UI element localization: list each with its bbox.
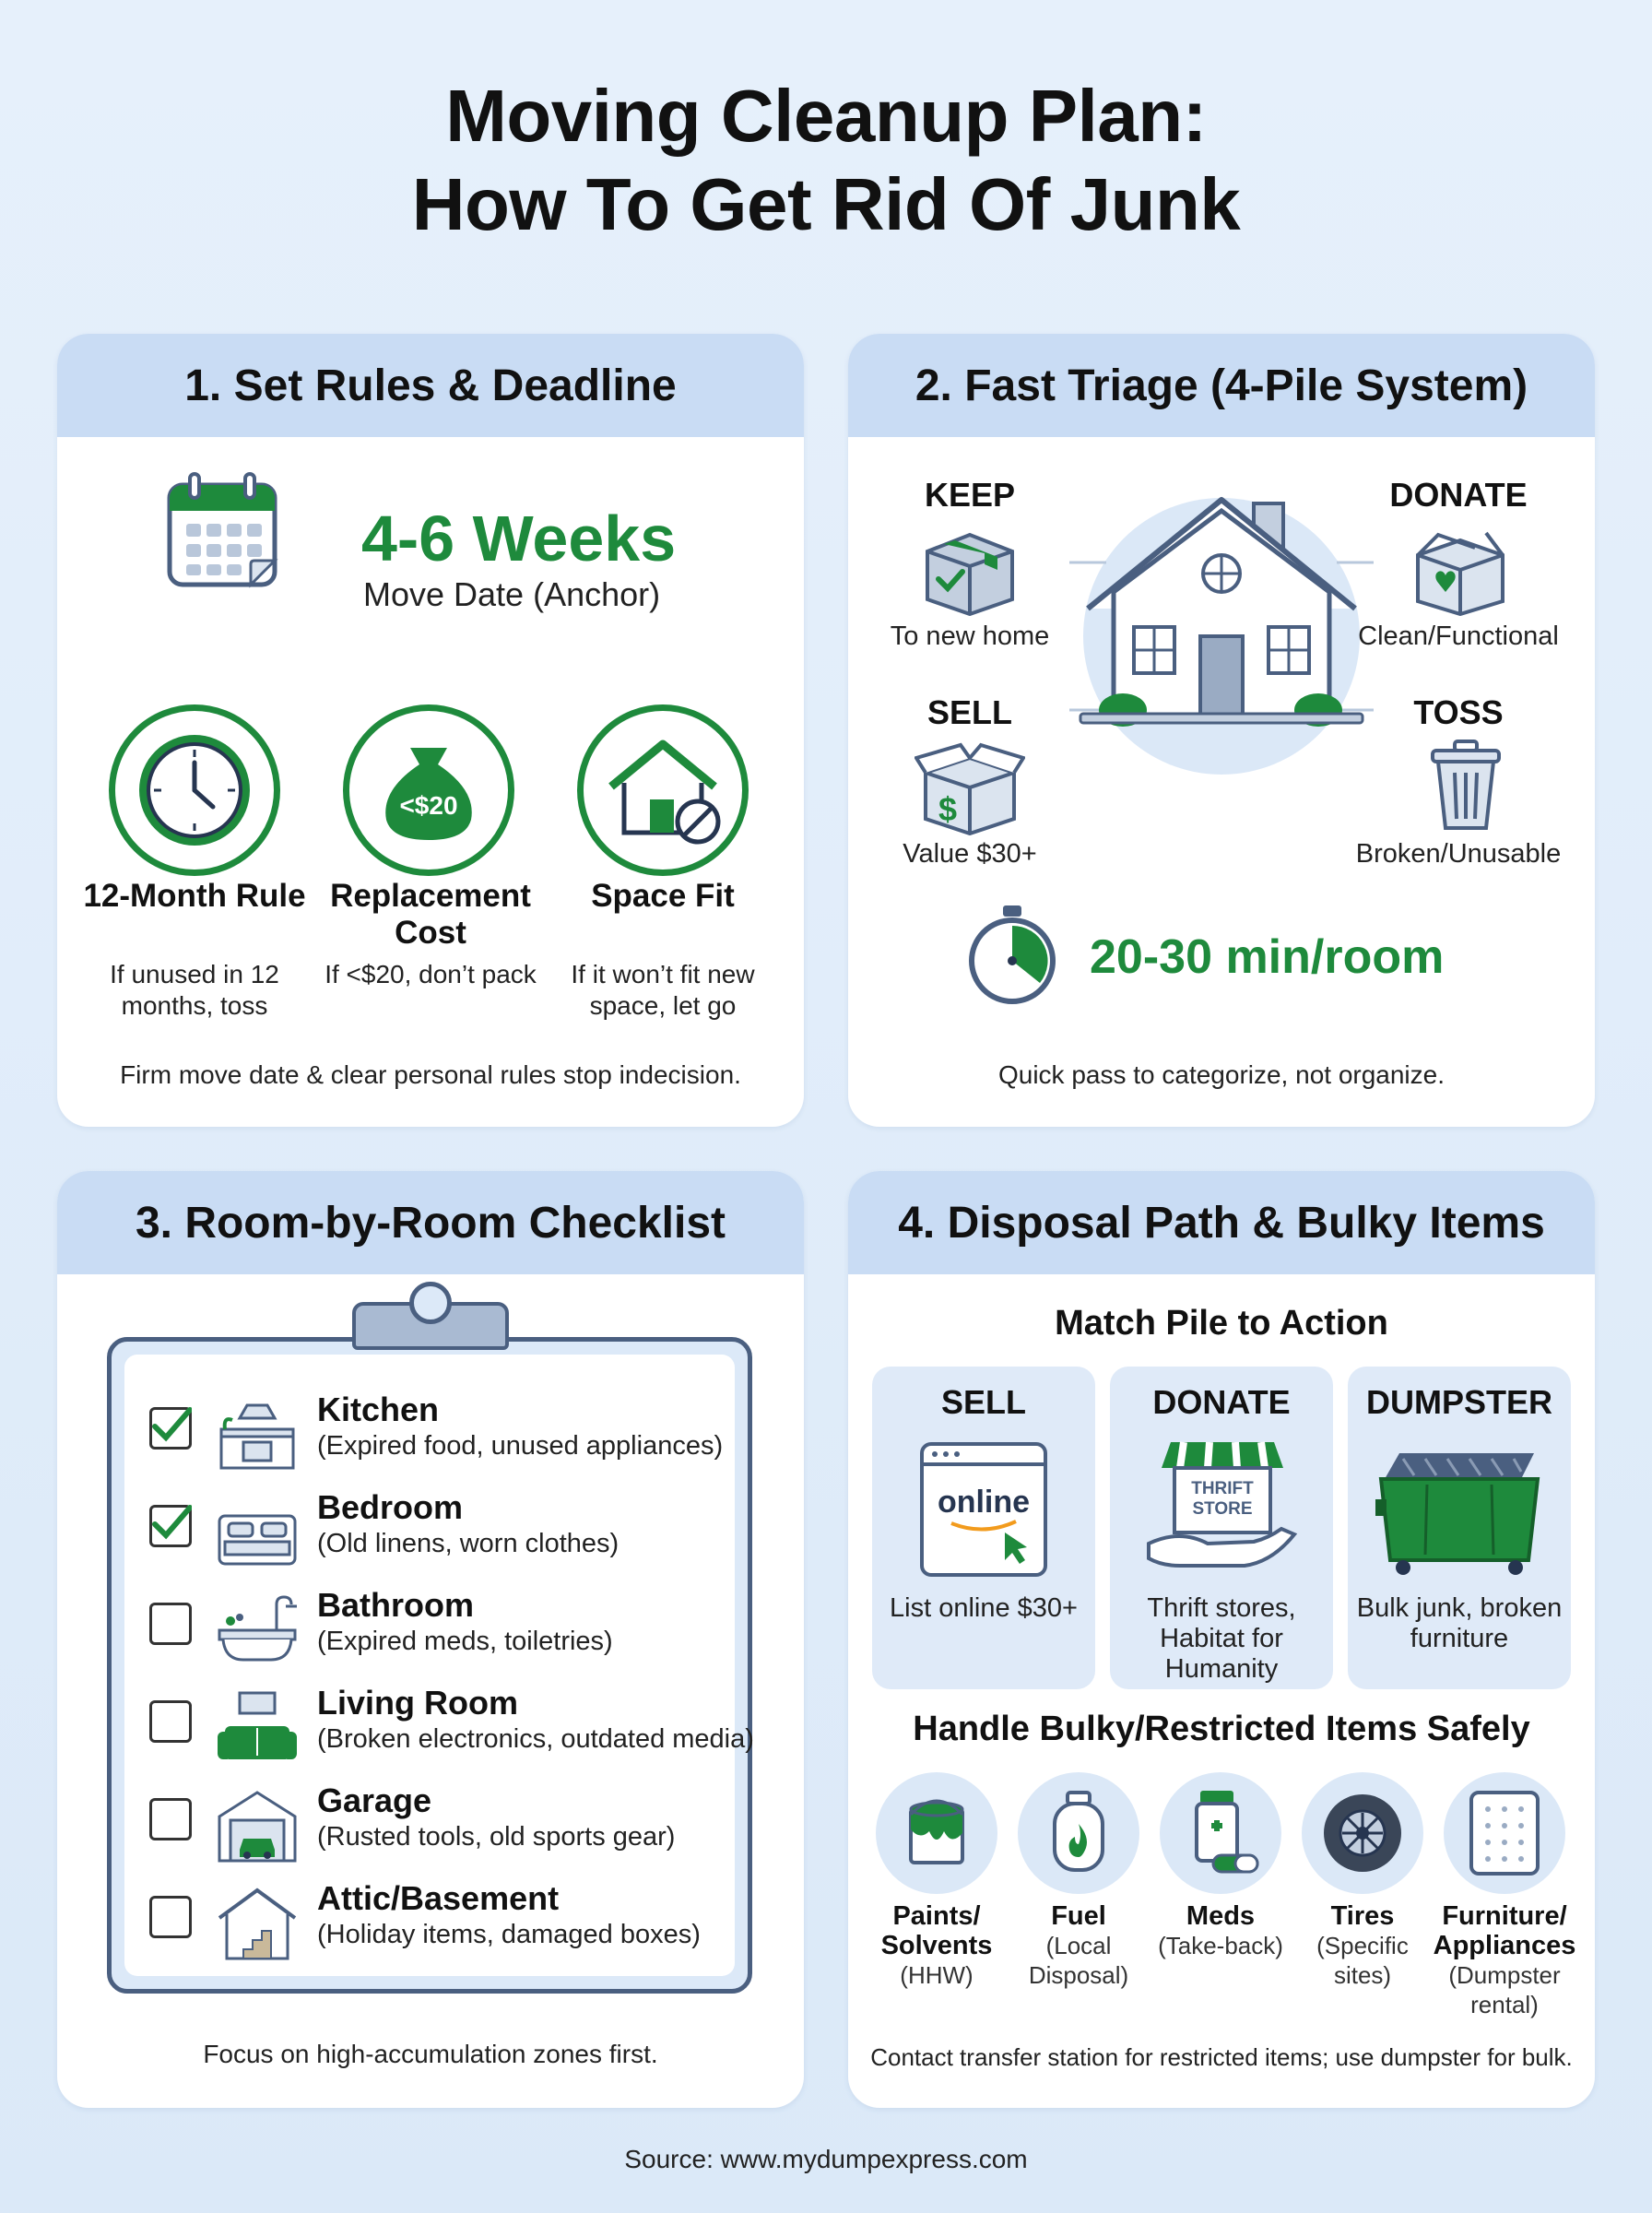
checkmark-icon [149,1500,192,1543]
paint-can-icon [876,1772,997,1894]
card-header: 4. Disposal Path & Bulky Items [848,1171,1595,1274]
room-sub: (Holiday items, damaged boxes) [317,1920,701,1949]
card-note: Quick pass to categorize, not organize. [997,1060,1446,1089]
medicine-icon [1160,1772,1281,1894]
checklist-item-garage[interactable] [149,1781,739,1864]
house-icon [1069,489,1374,775]
room-title: Living Room [317,1684,518,1722]
checkbox[interactable] [149,1603,192,1645]
rule-desc: If unused in 12 months, toss [110,960,279,1020]
title-line-1: Moving Cleanup Plan: [445,75,1207,157]
bulky-name: Fuel [1051,1901,1106,1931]
trash-can-icon [1429,740,1503,832]
checkbox[interactable] [149,1407,192,1450]
option-title: DONATE [1152,1383,1291,1421]
bulky-name: Meds [1186,1901,1256,1931]
tire-icon [1302,1772,1423,1894]
room-sub: (Expired meds, toiletries) [317,1627,613,1656]
option-desc: Bulk junk, broken furniture [1356,1593,1563,1653]
clock-icon [109,704,280,876]
pile-keep-label: KEEP [924,476,1016,514]
bulky-item-paints [863,1901,1010,1990]
garage-icon [216,1789,299,1863]
option-sell [872,1367,1095,1689]
svg-text:STORE: STORE [1192,1499,1253,1519]
bulky-detail: (Local Disposal) [1028,1932,1129,1989]
pile-donate-label: DONATE [1389,476,1528,514]
checkbox[interactable] [149,1505,192,1547]
clipboard-ring [409,1282,452,1324]
card-note: Contact transfer station for restricted items; use dumpster for bulk. [870,2043,1573,2071]
checklist-item-bedroom[interactable] [149,1488,739,1571]
pile-sell-label: SELL [926,693,1012,731]
bathtub-icon [216,1593,299,1667]
room-sub: (Old linens, worn clothes) [317,1529,620,1558]
bulky-name: Paints/ Solvents [880,1901,993,1960]
card-disposal-path [848,1171,1595,2108]
money-badge: <$20 [399,791,458,820]
room-title: Bedroom [317,1488,464,1526]
bulky-item-meds [1147,1901,1294,1960]
box-dollar-icon [914,740,1025,835]
bulky-name: Tires [1330,1901,1395,1931]
card-set-rules [57,334,804,1127]
calendar-icon [166,472,281,590]
room-sub: (Broken electronics, outdated media) [317,1724,754,1754]
page-title [0,72,1652,249]
bulky-item-fuel [1005,1901,1152,1990]
dumpster-icon [1372,1448,1547,1579]
svg-text:$: $ [938,790,958,828]
checklist-item-attic-basement[interactable] [149,1879,739,1962]
pile-toss-label: TOSS [1413,693,1504,731]
svg-text:THRIFT: THRIFT [1191,1479,1254,1498]
match-title: Match Pile to Action [1055,1304,1388,1343]
bed-icon [216,1496,299,1569]
bulky-item-furniture [1431,1901,1578,2019]
sofa-icon [216,1691,299,1765]
card-fast-triage [848,334,1595,1127]
option-donate [1110,1367,1333,1689]
pile-toss-desc: Broken/Unusable [1355,839,1562,869]
bulky-title: Handle Bulky/Restricted Items Safely [913,1710,1530,1748]
card-note: Focus on high-accumulation zones first. [203,2040,658,2068]
checkmark-icon [149,1402,192,1445]
checklist-item-living-room[interactable] [149,1684,754,1767]
checklist-item-bathroom[interactable] [149,1586,739,1669]
checklist-item-kitchen[interactable] [149,1391,739,1473]
bulky-detail: (Dumpster rental) [1448,1961,1561,2018]
deadline-weeks: 4-6 Weeks [361,503,677,574]
fuel-tank-icon [1018,1772,1139,1894]
bulky-detail: (Take-back) [1158,1932,1283,1959]
box-heart-icon [1410,524,1510,616]
rule-desc: If <$20, don’t pack [324,960,537,988]
card-note: Firm move date & clear personal rules stop indecision. [120,1060,741,1089]
pile-donate-desc: Clean/Functional [1358,621,1559,651]
card-header: 3. Room-by-Room Checklist [57,1171,804,1274]
attic-icon [216,1887,299,1960]
rule-title: 12-Month Rule [83,878,306,914]
card-header: 2. Fast Triage (4-Pile System) [848,334,1595,437]
bulky-item-tires [1289,1901,1436,1990]
pile-keep-desc: To new home [890,621,1050,651]
room-title: Garage [317,1781,432,1819]
bulky-detail: (HHW) [900,1961,974,1989]
stopwatch-icon [966,904,1058,1007]
bulky-detail: (Specific sites) [1316,1932,1409,1989]
card-header: 1. Set Rules & Deadline [57,334,804,437]
room-sub: (Rusted tools, old sports gear) [317,1822,676,1852]
mattress-icon [1444,1772,1565,1894]
option-title: SELL [940,1383,1026,1421]
online-listing-icon [918,1440,1049,1579]
rule-title: Space Fit [591,878,735,914]
deadline-anchor: Move Date (Anchor) [363,575,661,613]
rule-desc: If it won’t fit new space, let go [571,960,755,1020]
card-room-checklist [57,1171,804,2108]
checkbox[interactable] [149,1896,192,1938]
room-sub: (Expired food, unused appliances) [317,1431,724,1461]
room-title: Bathroom [317,1586,474,1624]
thrift-store-icon [1143,1437,1302,1580]
option-desc: List online $30+ [890,1593,1078,1623]
box-check-icon [920,524,1020,616]
option-desc: Thrift stores, Habitat for Humanity [1147,1593,1296,1684]
title-line-2: How To Get Rid Of Junk [411,163,1241,245]
money-bag-icon [343,704,514,876]
source-credit: Source: www.mydumpexpress.com [624,2145,1028,2173]
option-dumpster [1348,1367,1571,1689]
online-badge: online [937,1485,1031,1520]
room-title: Kitchen [317,1391,440,1428]
triage-time: 20-30 min/room [1090,930,1445,984]
house-no-icon [577,704,749,876]
checkbox[interactable] [149,1798,192,1840]
rule-title: Replacement Cost [330,878,531,951]
bulky-name: Furniture/ Appliances [1433,1901,1576,1960]
pile-sell-desc: Value $30+ [903,839,1037,869]
kitchen-icon [216,1398,299,1472]
room-title: Attic/Basement [317,1879,560,1917]
option-title: DUMPSTER [1365,1383,1552,1421]
checkbox[interactable] [149,1700,192,1743]
